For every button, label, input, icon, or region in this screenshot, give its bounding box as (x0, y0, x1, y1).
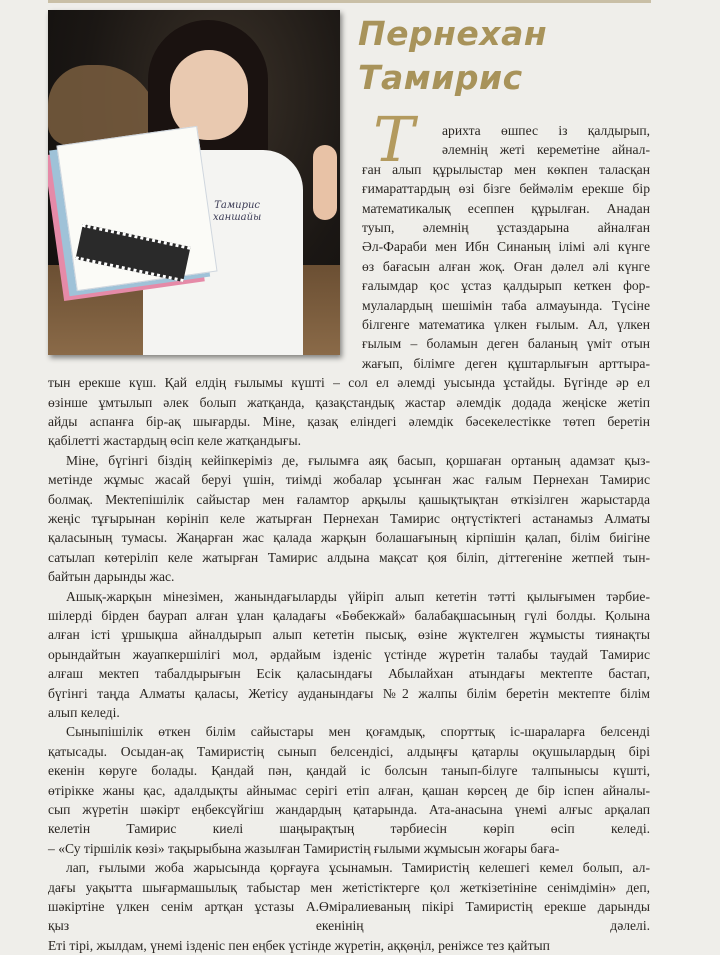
body-text-line: шәкіртіне үлкен сенім артқан ұстазы А.Өміралиеваның пікірі Тамиристің ерекше дарынды (48, 899, 650, 914)
body-text-line: орындайтын жауапкершілігі мол, әрдайым ізденіс үстінде жүретін талабы таудай Тамирис (48, 646, 650, 662)
body-text-line: туып, әлемнің ұстаздарына айналған (362, 220, 650, 235)
body-text-line: Еті тірі, жылдам, үнемі ізденіс пен еңбек үстінде жүретін, аққөңіл, реніжсе тез қайтып (48, 937, 550, 953)
body-text-line: метінде жұмыс жасай беруі үшін, тиімді жобалар ұсынған жас ғалым Пернехан Тамирис (48, 472, 650, 488)
body-text-line: тын ерекше күш. Қай елдің ғылымы күшті – сол ел әлемді уысында ұстайды. Бүгінде әр ел (48, 375, 650, 391)
body-text-line: бүгінгі таңда Алматы қаласы, Жетісу ауданындағы №2 жалпы білім беретін мектепте білім (48, 685, 650, 701)
photo-raised-hand (313, 145, 337, 220)
body-text-line: қатысады. Осыдан-ақ Тамиристің сынып белсендісі, алдыңғы қатарлы оқушылардың бірі (48, 743, 650, 759)
body-text-line: шілерді бірден баурап алған ұлан қаладағы «Бөбекжай» балабақшасының гүлі болды. Қолына (48, 608, 650, 623)
body-text-line: байтын дарынды жас. (48, 569, 175, 585)
drop-cap: Т (373, 103, 415, 176)
body-text-line: – «Су тіршілік көзі» тақырыбына жазылған Тамиристің ғылыми жұмысын жоғары баға- (48, 840, 560, 856)
body-text-line: математикалық есеппен құрылған. Анадан (362, 200, 650, 216)
title-line-2: Тамирис (358, 58, 523, 97)
body-text-line: сып жүретін шәкірт еңбексүйгіш жандардың қатарында. Ата-анасына үнемі алғыс арқалап (48, 802, 650, 817)
photo-shirt-text (213, 200, 261, 224)
body-text-line: қыз екенінің дәлелі. (48, 918, 650, 934)
body-text-line: білгенге математика үлкен ғылым. Ал, үлкен (362, 317, 650, 332)
body-text-line: лап, ғылыми жоба жарысында қорғауға ұсынамын. Тамиристің келешегі кемел болып, ал- (66, 860, 650, 876)
body-text-line: әлемнің жеті кереметіне айнал- (442, 142, 650, 158)
body-text-line: жеңіс тұғырынан көрініп келе жатырған Пернехан Тамирис оңтүстіктегі астанамыз Алматы (48, 511, 650, 526)
body-text-line: алғаш мектеп табалдырығын Есік қаласындағы Абылайхан атындағы мектепте бастап, (48, 666, 650, 682)
body-text-line: Әл-Фараби мен Ибн Синаның ілімі әлі күнге (362, 239, 650, 255)
body-text-line: алып келеді. (48, 705, 120, 720)
body-text-line: Міне, бүгінгі біздің кейіпкеріміз де, ғылымға аяқ басып, қоршаған ортаның адамзат қыз- (66, 452, 650, 468)
body-text-line: өтірікке жаны қас, адалдықты айнымас серігі етіп алған, қашан көрсең де бір іспен айналы- (48, 782, 650, 798)
body-text-line: мулалардың шешімін таба алмауында. Түсіне (362, 297, 650, 313)
body-text-line: арихта өшпес із қалдырып, (442, 123, 650, 138)
body-text-line: Сыныпішілік өткен білім сайыстары мен қоғамдық, спорттық іс-шараларға белсенді (66, 724, 650, 740)
body-text-line: екенін көруге болады. Қандай пән, қандай іс болсын танып-білуге талпынысы күшті, (48, 763, 650, 779)
top-rule (48, 0, 651, 3)
shirt-text-line: Тамирис (214, 200, 261, 211)
body-text-line: өз бағасын алған жоқ. Оған дәлел әлі күнге (362, 258, 650, 274)
body-text-line: дағы уақытта шығармашылық табыстар мен жетістіктерге қол жеткізетініне сенімдімін» деп, (48, 879, 650, 895)
body-text-line: ған алып құрылыстар мен көкпен таласқан (362, 161, 650, 177)
body-text-line: жағып, білімге деген құштарлығын арттыра- (362, 355, 650, 371)
title-line-1: Пернехан (358, 14, 548, 53)
shirt-text-line: ханшайы (213, 212, 262, 223)
photo-girl-face (170, 50, 248, 140)
body-text-line: өзінше ұмтылып әлек болып жатқанда, қазақстандық жастар әлемдік додада жеңіске жетіп (48, 394, 650, 410)
body-text-line: болмақ. Мектепішілік сайыстар мен ғаламтор арқылы қашықтықтан өткізілген жарыстарда (48, 491, 650, 507)
body-text-line: қаласының тумасы. Жаңарған жас қалада жарқын болашағының кірпішін қалап, білім биігіне (48, 530, 650, 546)
article-photo (48, 10, 340, 355)
body-text-line: ғылым – боламын деген баланың үміт отын (362, 336, 650, 352)
body-text-line: алған істі ұршықша айналдырып алып кететін пысық, өзіне жүктелген жұмысты тиянақты (48, 627, 650, 643)
body-text-line: ғимараттардың өзі бізге беймәлім ерекше бір (362, 181, 650, 197)
body-text-line: ғалымдар қос ұстаз қалдырып кеткен фор- (362, 278, 650, 294)
body-text-line: айды аспанға бір-ақ шығарды. Міне, қазақ еліндегі әлемдік бәсекелестікке төтеп беретін (48, 414, 650, 429)
body-text-line: Ашық-жарқын мінезімен, жанындағыларды үйіріп алып кететін тәтті қылығымен тәрбие- (66, 588, 650, 604)
body-text-line: сатылап көтеріліп келе жатырған Тамирис алдына мақсат қоя біліп, діттегеніне жетпей тын- (48, 549, 650, 565)
body-text-line: келетін Тамирис киелі шаңырақтың тәрбиесін көріп өсіп келеді. (48, 821, 650, 837)
article-title (358, 12, 547, 100)
body-text-line: қабілетті жастардың өсіп келе жатқандығы. (48, 433, 302, 449)
